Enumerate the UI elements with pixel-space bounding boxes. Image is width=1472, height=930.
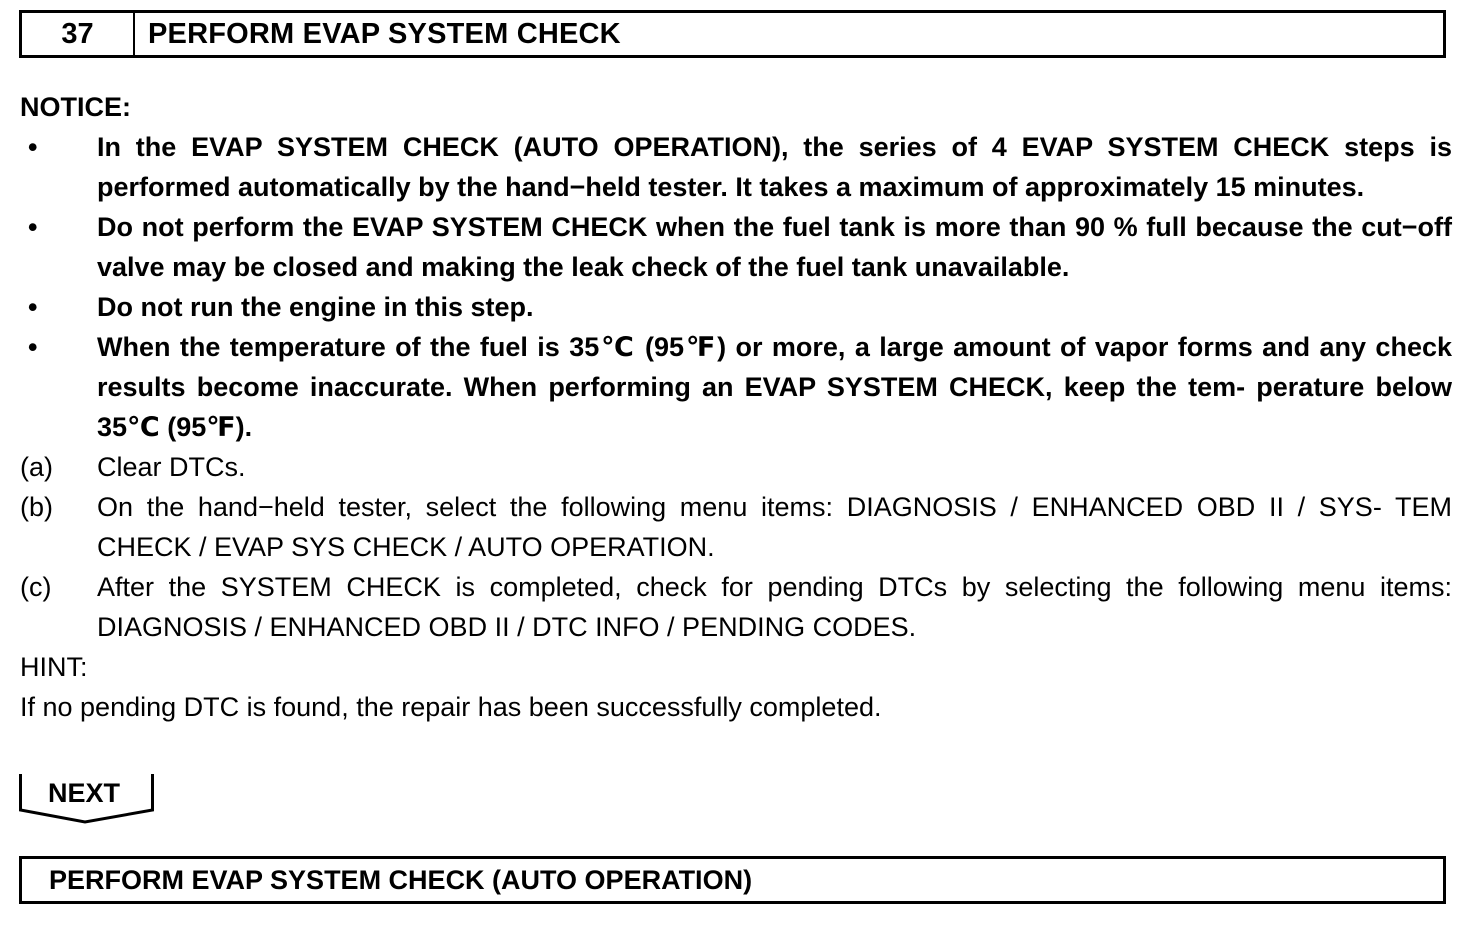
step-content — [20, 87, 1452, 727]
notice-bullet-text: In the EVAP SYSTEM CHECK (AUTO OPERATION), the series of 4 EVAP SYSTEM CHECK steps is performed automatically by the hand−held tester. It takes a maximum of approximately 15 minutes. — [97, 132, 1452, 202]
notice-bullet — [20, 127, 1452, 207]
procedure-step-marker: (c) — [20, 572, 52, 602]
bullet-icon: • — [28, 292, 38, 322]
procedure-step-marker: (b) — [20, 492, 53, 522]
procedure-step-text: After the SYSTEM CHECK is completed, check for pending DTCs by selecting the following menu items: DIAGNOSIS / ENHANCED OBD II / DTC INFO / PENDING CODES. — [97, 572, 1452, 642]
hint-text: If no pending DTC is found, the repair has been successfully completed. — [20, 692, 882, 722]
notice-bullet — [20, 207, 1452, 287]
procedure-step — [20, 567, 1452, 647]
notice-bullet-text: Do not run the engine in this step. — [97, 292, 534, 322]
notice-bullet-text: Do not perform the EVAP SYSTEM CHECK when the fuel tank is more than 90 % full because the cut−off valve may be closed and making the leak check of the fuel tank unavailable. — [97, 212, 1452, 282]
procedure-step — [20, 487, 1452, 567]
notice-bullet-text: When the temperature of the fuel is 35℃ (95℉) or more, a large amount of vapor forms and any check results become inaccurate. When performing an EVAP SYSTEM CHECK, keep the tem- perature below 35℃ (95℉). — [97, 332, 1452, 442]
procedure-step-text: On the hand−held tester, select the following menu items: DIAGNOSIS / ENHANCED OBD II / SYS- TEM CHECK / EVAP SYS CHECK / AUTO OPERATION. — [97, 492, 1452, 562]
next-button[interactable] — [19, 772, 156, 824]
procedure-step-text: Clear DTCs. — [97, 452, 246, 482]
notice-bullet — [20, 327, 1452, 447]
step-number: 37 — [22, 13, 135, 55]
bullet-icon: • — [28, 332, 38, 362]
hint-label: HINT: — [20, 652, 88, 682]
notice-bullet — [20, 287, 1452, 327]
step-title: PERFORM EVAP SYSTEM CHECK — [148, 17, 621, 50]
notice-label: NOTICE: — [20, 92, 131, 122]
bullet-icon: • — [28, 212, 38, 242]
procedure-step — [20, 447, 1452, 487]
next-button-label: NEXT — [47, 778, 120, 808]
step-header — [19, 10, 1446, 58]
bullet-icon: • — [28, 132, 38, 162]
procedure-step-marker: (a) — [20, 452, 53, 482]
next-step-title: PERFORM EVAP SYSTEM CHECK (AUTO OPERATION) — [19, 856, 1446, 904]
